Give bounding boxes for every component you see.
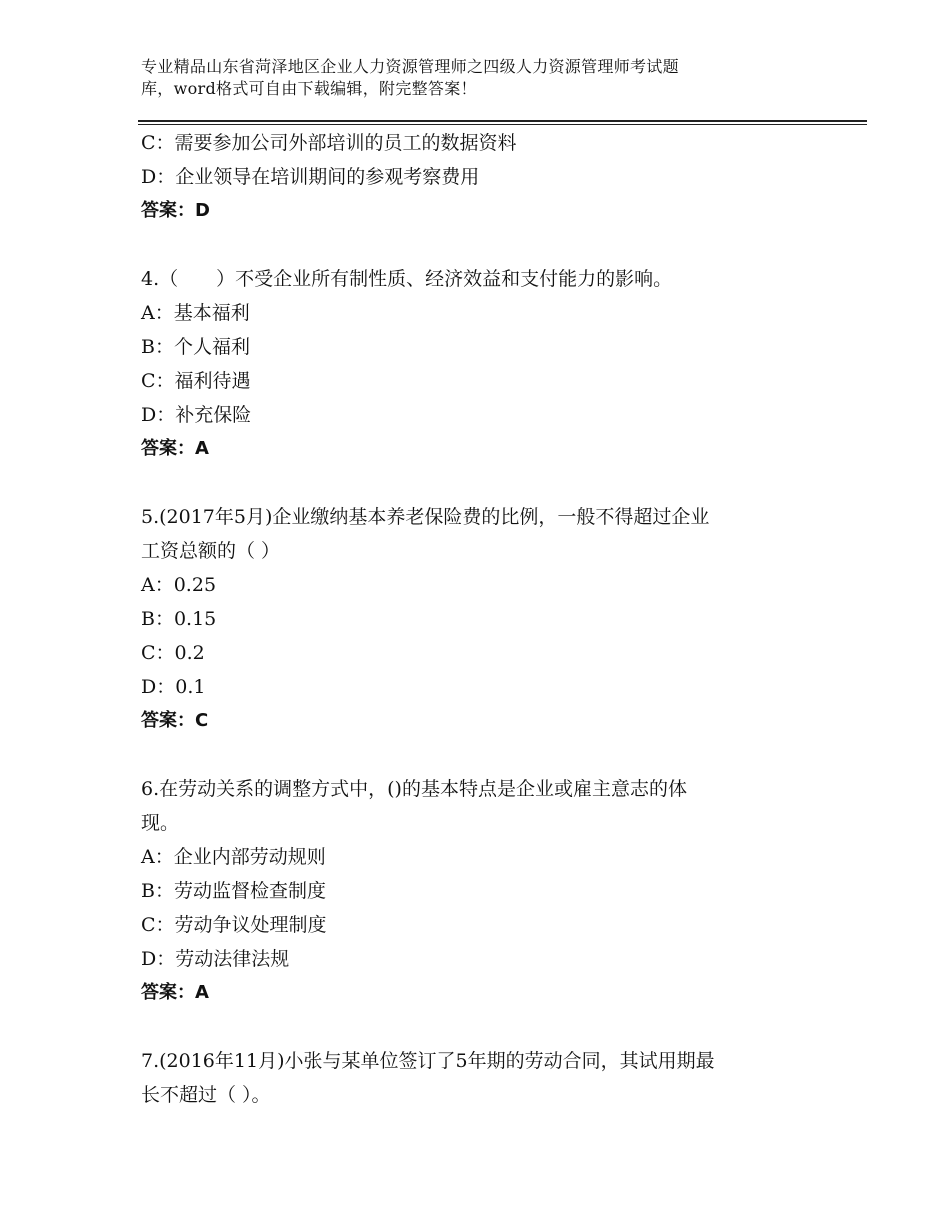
header-divider-thin xyxy=(138,124,867,125)
spacer xyxy=(141,228,821,262)
question-list xyxy=(141,126,821,1112)
spacer xyxy=(141,738,821,772)
question-3-tail xyxy=(141,126,821,228)
question-text-line-1: 4.（ ）不受企业所有制性质、经济效益和支付能力的影响。 xyxy=(141,268,673,290)
header-title-line-2: 库，word格式可自由下载编辑，附完整答案！ xyxy=(141,79,477,98)
answer-label: 答案：D xyxy=(141,200,210,221)
question-text-line-1: 6.在劳动关系的调整方式中，()的基本特点是企业或雇主意志的体 xyxy=(141,778,687,800)
answer-label: 答案：C xyxy=(141,710,209,731)
question-text-line-2: 现。 xyxy=(141,812,180,834)
option-c: C：劳动争议处理制度 xyxy=(141,914,327,936)
option-d: D：补充保险 xyxy=(141,404,252,426)
option-b: B：个人福利 xyxy=(141,336,250,358)
question-4 xyxy=(141,262,821,466)
option-a: A：企业内部劳动规则 xyxy=(141,846,326,868)
option-a: A：0.25 xyxy=(141,574,217,596)
spacer xyxy=(141,1010,821,1044)
option-b: B：0.15 xyxy=(141,608,217,630)
question-6 xyxy=(141,772,821,1010)
question-text-line-1: 5.(2017年5月)企业缴纳基本养老保险费的比例，一般不得超过企业 xyxy=(141,506,710,528)
question-5 xyxy=(141,500,821,738)
option-d: D：劳动法律法规 xyxy=(141,948,290,970)
answer-label: 答案：A xyxy=(141,982,209,1003)
spacer xyxy=(141,466,821,500)
question-text-line-2: 长不超过（ ）。 xyxy=(141,1084,271,1106)
question-text-line-1: 7.(2016年11月)小张与某单位签订了5年期的劳动合同，其试用期最 xyxy=(141,1050,715,1072)
document-header xyxy=(141,56,821,100)
question-text-line-2: 工资总额的（ ） xyxy=(141,540,281,562)
option-c: C：福利待遇 xyxy=(141,370,251,392)
question-7 xyxy=(141,1044,821,1112)
option-c: C：需要参加公司外部培训的员工的数据资料 xyxy=(141,132,517,154)
option-d: D：0.1 xyxy=(141,676,206,698)
option-c: C：0.2 xyxy=(141,642,205,664)
header-title-line-1: 专业精品山东省菏泽地区企业人力资源管理师之四级人力资源管理师考试题 xyxy=(141,57,679,76)
option-d: D：企业领导在培训期间的参观考察费用 xyxy=(141,166,480,188)
option-a: A：基本福利 xyxy=(141,302,250,324)
header-divider-thick xyxy=(138,120,867,122)
answer-label: 答案：A xyxy=(141,438,209,459)
option-b: B：劳动监督检查制度 xyxy=(141,880,326,902)
